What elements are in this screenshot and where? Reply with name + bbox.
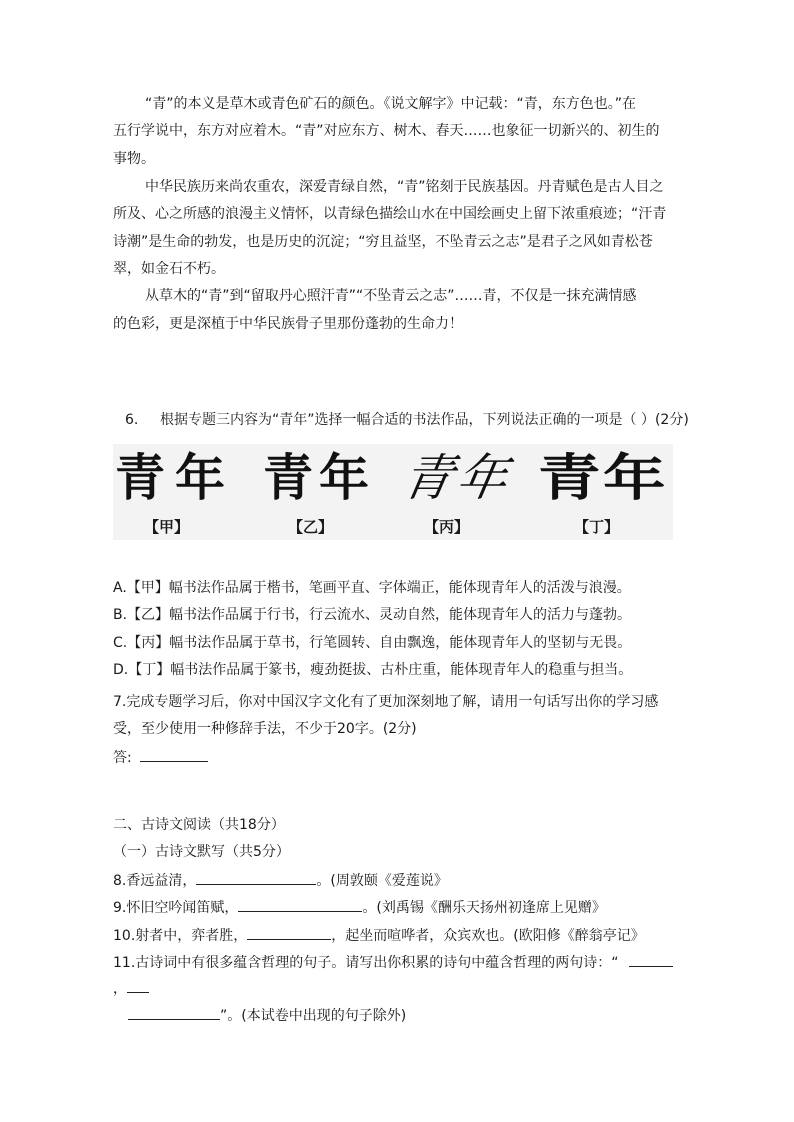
answer-label: 答: [113, 750, 132, 766]
answer-blank[interactable] [140, 747, 208, 762]
answer-blank[interactable] [238, 897, 362, 912]
passage-line: “青”的本义是草木或青色矿石的颜色。《说文解字》中记载：“青，东方色也。”在 [145, 96, 637, 112]
calligraphy-jia: 青年 [115, 449, 235, 507]
question-6-stem: 根据专题三内容为“青年”选择一幅合适的书法作品，下列说法正确的一项是（ ）(2分) [160, 412, 689, 428]
calligraphy-ding: 青年 [538, 449, 668, 507]
option-d: D.【丁】幅书法作品属于篆书，瘦劲挺拔、古朴庄重，能体现青年人的稳重与担当。 [113, 662, 633, 678]
question-11-stem: 11.古诗词中有很多蕴含哲理的句子。请写出你积累的诗句中蕴含哲理的两句诗：“ [113, 955, 619, 971]
calligraphy-bing: 青年 [397, 449, 517, 507]
question-11 [113, 952, 673, 973]
option-b: B.【乙】幅书法作品属于行书，行云流水、灵动自然，能体现青年人的活力与蓬勃。 [113, 607, 632, 623]
calligraphy-label-bing: 【丙】 [424, 518, 470, 536]
calligraphy-image [113, 444, 673, 540]
question-10-before: 10.射者中，弈者胜， [113, 928, 248, 944]
question-6-number: 6. [125, 412, 139, 428]
passage-line: 诗潮”是生命的勃发，也是历史的沉淀；“穷且益坚，不坠青云之志”是君子之风如青松苍 [113, 234, 653, 250]
question-8-before: 8.香远益清， [113, 873, 197, 889]
question-10-after: ，起坐而喧哗者，众宾欢也。(欧阳修《醉翁亭记》 [331, 928, 645, 944]
passage-line: 的色彩，更是深植于中华民族骨子里那份蓬勃的生命力！ [113, 316, 463, 332]
answer-blank[interactable] [196, 870, 316, 885]
passage-line: 所及、心之所感的浪漫主义情怀，以青绿色描绘山水在中国绘画史上留下浓重痕迹；“汗青 [113, 206, 667, 222]
question-11-tail: ”。(本试卷中出现的句子除外) [220, 1008, 407, 1024]
question-7-line: 受，至少使用一种修辞手法，不少于20字。(2分) [113, 721, 417, 737]
passage-line: 翠，如金石不朽。 [113, 261, 225, 277]
question-10 [113, 925, 645, 946]
passage-line: 事物。 [113, 151, 155, 167]
question-8 [113, 870, 448, 891]
question-9-before: 9.怀旧空吟闻笛赋， [113, 900, 239, 916]
answer-blank[interactable] [629, 952, 673, 967]
question-11-continuation [113, 978, 149, 999]
answer-blank[interactable] [128, 1005, 220, 1020]
question-11-tail-line [128, 1005, 406, 1026]
question-7-line: 7.完成专题学习后，你对中国汉字文化有了更加深刻地了解，请用一句话写出你的学习感 [113, 694, 659, 710]
section-title: 二、古诗文阅读（共18分） [113, 817, 285, 833]
passage-line: 五行学说中，东方对应着木。“青”对应东方、树木、春天……也象征一切新兴的、初生的 [113, 123, 660, 139]
question-9 [113, 897, 606, 918]
question-7-answer [113, 747, 208, 768]
answer-blank[interactable] [247, 925, 331, 940]
calligraphy-label-yi: 【乙】 [288, 518, 334, 536]
calligraphy-yi: 青年 [263, 448, 375, 507]
calligraphy-label-ding: 【丁】 [574, 518, 620, 536]
comma: ， [113, 981, 127, 997]
option-a: A.【甲】幅书法作品属于楷书，笔画平直、字体端正，能体现青年人的活泼与浪漫。 [113, 580, 631, 596]
passage-line: 从草木的“青”到“留取丹心照汗青”“不坠青云之志”……青，不仅是一抹充满情感 [145, 288, 637, 304]
subsection-title: （一）古诗文默写（共5分） [113, 844, 290, 860]
option-c: C.【丙】幅书法作品属于草书，行笔圆转、自由飘逸，能体现青年人的坚韧与无畏。 [113, 635, 632, 651]
passage-line: 中华民族历来尚农重农，深爱青绿自然，“青”铭刻于民族基因。丹青赋色是古人目之 [145, 179, 664, 195]
question-8-after: 。(周敦颐《爱莲说》 [316, 873, 448, 889]
calligraphy-label-jia: 【甲】 [144, 518, 190, 536]
question-9-after: 。(刘禹锡《酬乐天扬州初逢席上见赠》 [362, 900, 606, 916]
answer-blank[interactable] [127, 978, 149, 993]
